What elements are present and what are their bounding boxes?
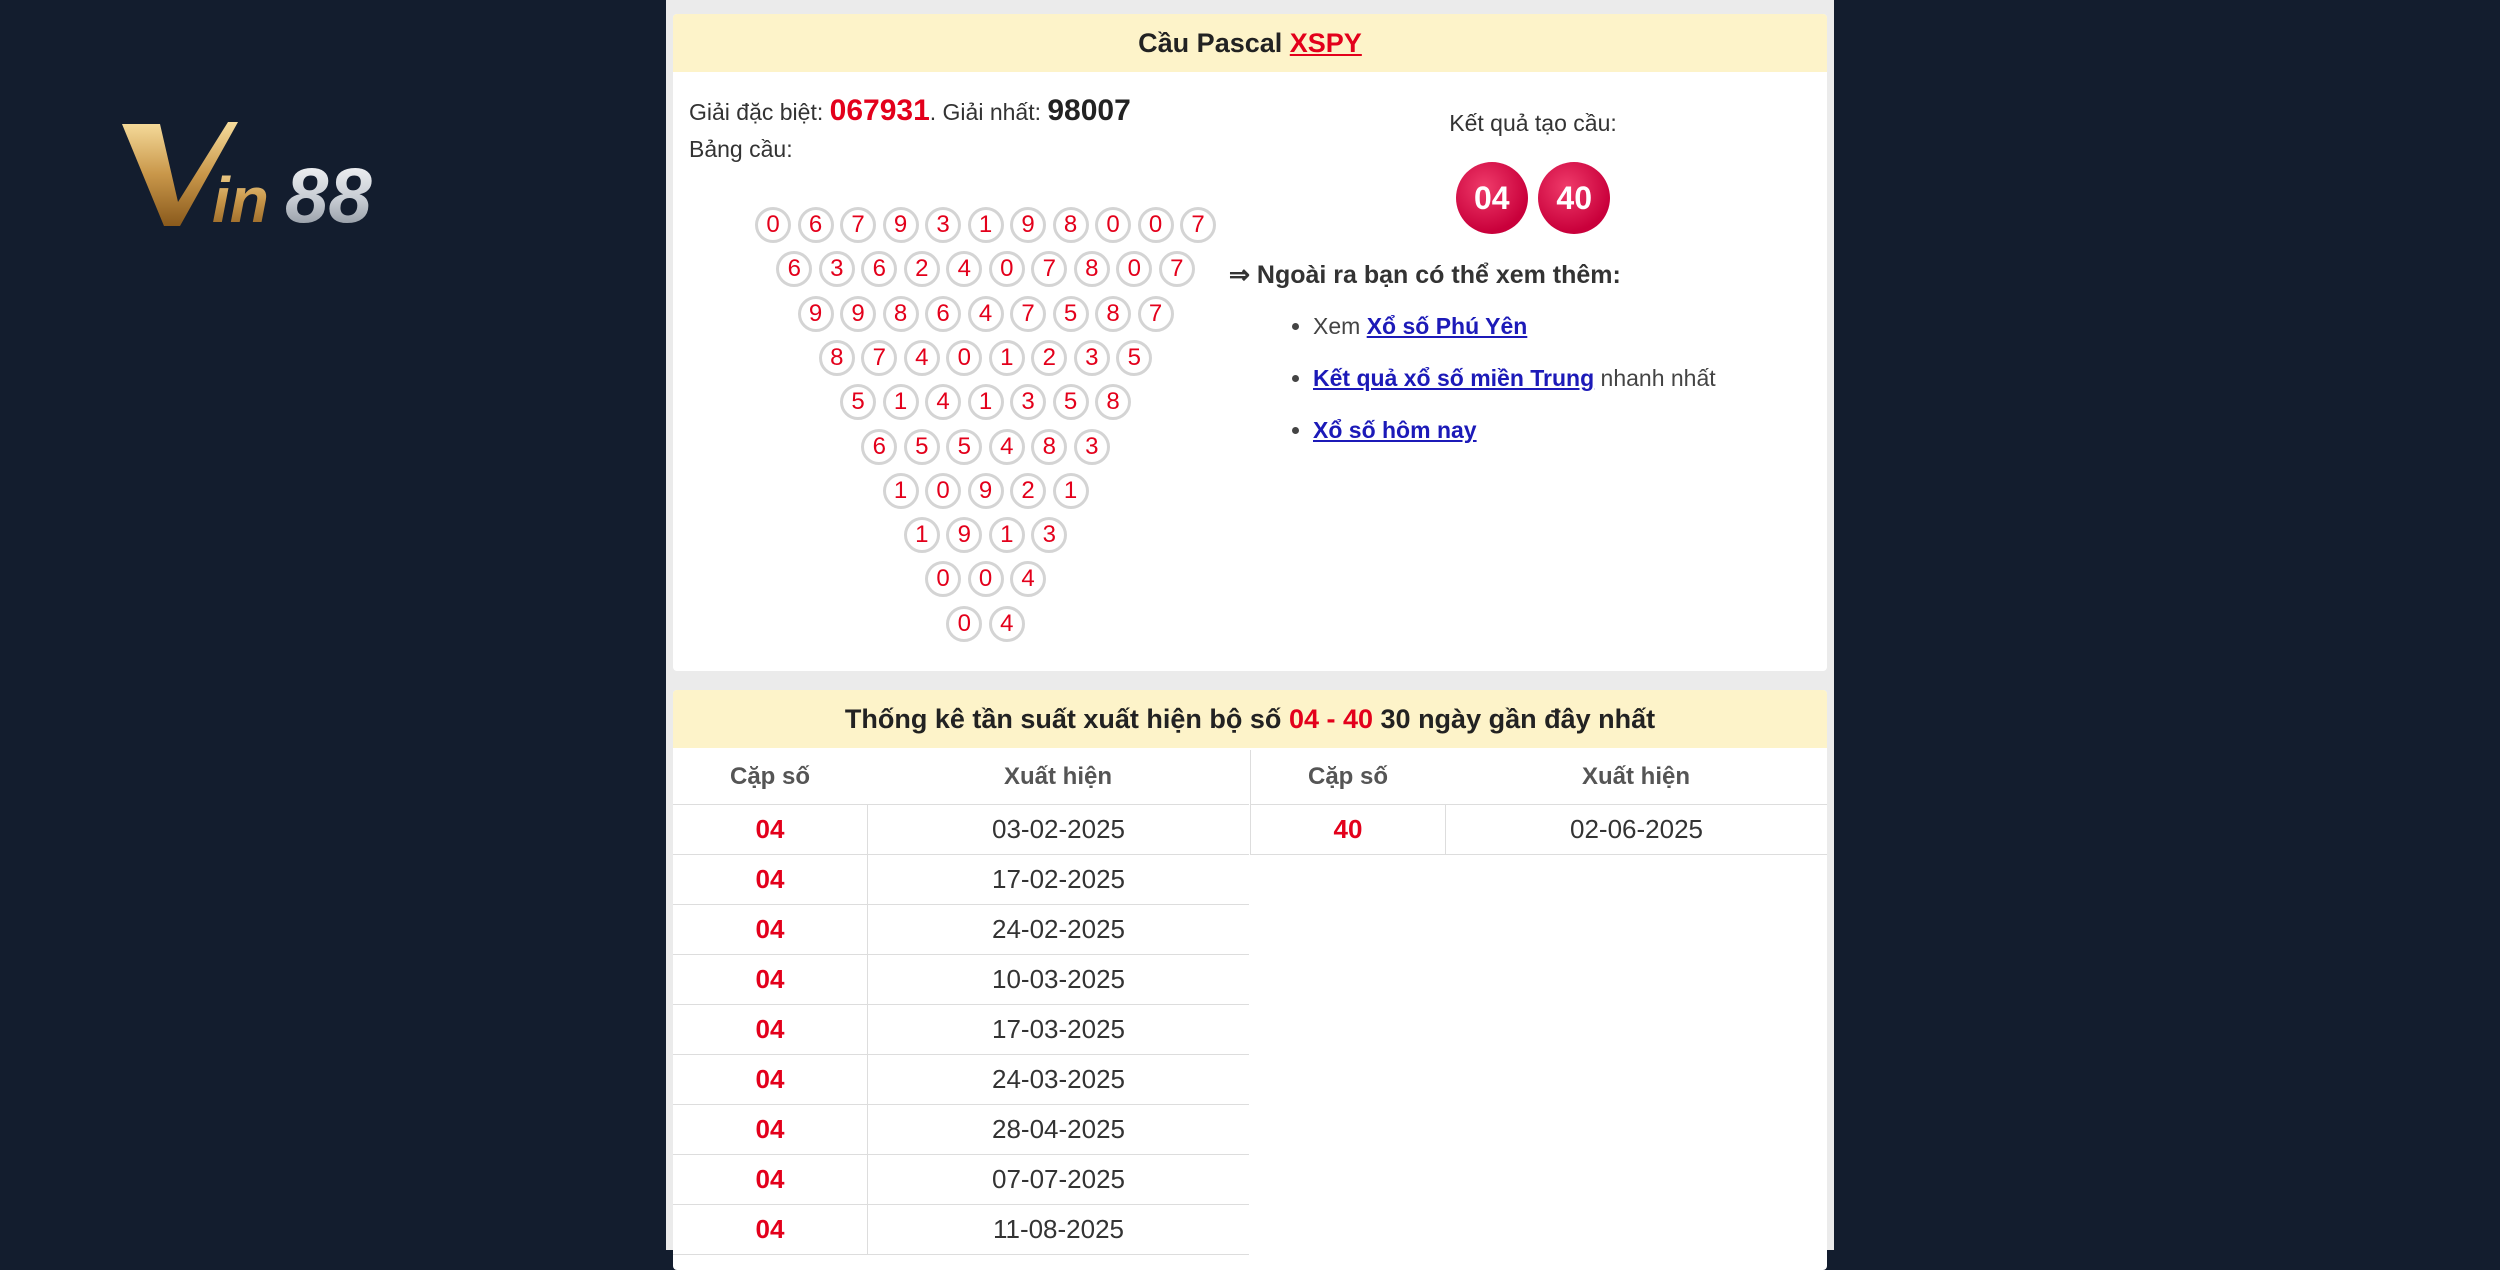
pyramid-digit: 7 — [861, 340, 897, 376]
pyramid-digit: 4 — [989, 606, 1025, 642]
result-ball: 40 — [1538, 162, 1610, 234]
pyramid-digit: 9 — [883, 207, 919, 243]
pyramid-digit: 3 — [1074, 340, 1110, 376]
more-links-list — [1263, 308, 1716, 464]
pyramid-digit: 0 — [755, 207, 791, 243]
pyramid-digit: 5 — [904, 429, 940, 465]
col-seen-header: Xuất hiện — [1581, 763, 1690, 790]
date-cell: 17-03-2025 — [992, 1014, 1125, 1044]
date-cell: 28-04-2025 — [992, 1114, 1125, 1144]
col-pair-header: Cặp số — [1307, 763, 1388, 790]
date-cell: 07-07-2025 — [992, 1164, 1125, 1194]
xspy-link[interactable]: XSPY — [1289, 28, 1362, 58]
stats-title-pair: 04 - 40 — [1288, 704, 1374, 734]
pyramid-digit: 6 — [776, 251, 812, 287]
list-item — [1313, 412, 1716, 464]
pyramid-digit: 7 — [1031, 251, 1067, 287]
pyramid-digit: 8 — [1095, 384, 1131, 420]
pyramid-digit: 1 — [968, 384, 1004, 420]
pyramid-digit: 0 — [1138, 207, 1174, 243]
pair-cell: 04 — [673, 955, 868, 1004]
table-row — [673, 1005, 1249, 1055]
pyramid-digit: 2 — [904, 251, 940, 287]
pyramid-digit: 0 — [968, 561, 1004, 597]
pyramid-digit: 0 — [946, 606, 982, 642]
pyramid-digit: 8 — [883, 296, 919, 332]
first-prize-value: 98007 — [1047, 94, 1131, 127]
date-cell: 24-02-2025 — [992, 914, 1125, 944]
stats-title — [673, 690, 1827, 748]
pair-cell: 40 — [1251, 805, 1446, 854]
pyramid-digit: 1 — [989, 517, 1025, 553]
pyramid-digit: 3 — [819, 251, 855, 287]
pyramid-digit: 9 — [968, 473, 1004, 509]
vin88-logo-graphic — [120, 118, 485, 233]
pyramid-digit: 0 — [946, 340, 982, 376]
pyramid-digit: 0 — [1095, 207, 1131, 243]
pair-cell: 04 — [673, 1005, 868, 1054]
table-label: Bảng cầu: — [689, 136, 793, 162]
result-label: Kết quả tạo cầu: — [1449, 110, 1617, 136]
prize-line — [689, 94, 1229, 128]
table-row — [673, 905, 1249, 955]
pyramid-digit: 6 — [861, 251, 897, 287]
pyramid-digit: 4 — [925, 384, 961, 420]
pyramid-digit: 3 — [1010, 384, 1046, 420]
table-row — [673, 855, 1249, 905]
pascal-title — [673, 14, 1827, 72]
pair-cell: 04 — [673, 1155, 868, 1204]
pyramid-digit: 1 — [968, 207, 1004, 243]
pyramid-digit: 4 — [968, 296, 1004, 332]
pyramid-digit: 4 — [1010, 561, 1046, 597]
xo-so-phu-yen-link[interactable]: Xổ số Phú Yên — [1366, 313, 1528, 339]
result-balls — [1263, 162, 1803, 234]
pyramid-digit: 6 — [925, 296, 961, 332]
special-prize-label: Giải đặc biệt: — [689, 99, 824, 125]
pyramid-digit: 8 — [819, 340, 855, 376]
pyramid-digit: 4 — [904, 340, 940, 376]
pascal-left-pane — [689, 94, 1229, 637]
pyramid-digit: 0 — [925, 473, 961, 509]
main-column — [666, 0, 1834, 1250]
pyramid-digit: 7 — [1159, 251, 1195, 287]
pyramid-digit: 6 — [861, 429, 897, 465]
first-prize-label: . Giải nhất: — [929, 99, 1041, 125]
pair-cell: 04 — [673, 1105, 868, 1154]
table-row — [673, 1205, 1249, 1255]
stats-card — [673, 690, 1827, 1270]
table-header — [1251, 750, 1827, 805]
pyramid-digit: 1 — [883, 384, 919, 420]
svg-text:in: in — [212, 164, 269, 233]
list-item — [1313, 360, 1716, 412]
pyramid-digit: 7 — [1180, 207, 1216, 243]
table-row — [673, 1105, 1249, 1155]
pyramid-digit: 3 — [1031, 517, 1067, 553]
pyramid-digit: 0 — [1116, 251, 1152, 287]
pyramid-digit: 9 — [946, 517, 982, 553]
frequency-table-left — [673, 750, 1249, 1255]
pyramid-digit: 8 — [1053, 207, 1089, 243]
pair-cell: 04 — [673, 905, 868, 954]
pyramid-digit: 8 — [1031, 429, 1067, 465]
date-cell: 24-03-2025 — [992, 1064, 1125, 1094]
pyramid-digit: 5 — [1053, 296, 1089, 332]
stats-title-suffix: 30 ngày gần đây nhất — [1380, 704, 1656, 734]
pyramid-digit: 1 — [989, 340, 1025, 376]
result-ball: 04 — [1456, 162, 1528, 234]
pyramid-digit: 0 — [925, 561, 961, 597]
pyramid-digit: 8 — [1074, 251, 1110, 287]
pyramid-digit: 5 — [840, 384, 876, 420]
col-pair-header: Cặp số — [729, 763, 810, 790]
frequency-table-right — [1250, 750, 1827, 855]
pascal-card — [673, 14, 1827, 671]
table-row — [673, 1055, 1249, 1105]
pyramid-digit: 1 — [904, 517, 940, 553]
pyramid-digit: 7 — [840, 207, 876, 243]
link-suffix: nhanh nhất — [1594, 365, 1716, 391]
pair-cell: 04 — [673, 1205, 868, 1254]
pyramid-digit: 7 — [1010, 296, 1046, 332]
link-prefix: Xem — [1313, 313, 1367, 339]
pair-cell: 04 — [673, 805, 868, 854]
table-row — [673, 955, 1249, 1005]
date-cell: 10-03-2025 — [992, 964, 1125, 994]
pyramid-digit: 8 — [1095, 296, 1131, 332]
date-cell: 02-06-2025 — [1570, 814, 1703, 844]
table-row — [673, 1155, 1249, 1205]
table-row — [673, 805, 1249, 855]
table-row — [1251, 805, 1827, 855]
pyramid-digit: 9 — [798, 296, 834, 332]
pyramid-digit: 4 — [946, 251, 982, 287]
pair-cell: 04 — [673, 855, 868, 904]
svg-text:88: 88 — [285, 151, 372, 233]
vin88-logo[interactable] — [120, 118, 485, 233]
pyramid-digit: 3 — [1074, 429, 1110, 465]
table-header — [673, 750, 1249, 805]
pyramid-digit: 9 — [1010, 207, 1046, 243]
pyramid-digit: 2 — [1010, 473, 1046, 509]
pyramid-digit: 5 — [1053, 384, 1089, 420]
date-cell: 17-02-2025 — [992, 864, 1125, 894]
pyramid-digit: 5 — [946, 429, 982, 465]
pyramid-digit: 5 — [1116, 340, 1152, 376]
pyramid-digit: 9 — [840, 296, 876, 332]
pyramid-digit: 1 — [883, 473, 919, 509]
pyramid-digit: 7 — [1138, 296, 1174, 332]
date-cell: 03-02-2025 — [992, 814, 1125, 844]
pyramid-digit: 1 — [1053, 473, 1089, 509]
pyramid-digit: 6 — [798, 207, 834, 243]
pascal-title-text: Cầu Pascal — [1138, 28, 1283, 58]
pyramid-digit: 0 — [989, 251, 1025, 287]
col-seen-header: Xuất hiện — [1003, 763, 1112, 790]
kqxs-mien-trung-link[interactable]: Kết quả xổ số miền Trung — [1313, 365, 1595, 391]
pyramid-digit: 2 — [1031, 340, 1067, 376]
pyramid-digit: 4 — [989, 429, 1025, 465]
pair-cell: 04 — [673, 1055, 868, 1104]
more-title: ⇒ Ngoài ra bạn có thể xem thêm: — [1229, 261, 1621, 289]
stats-title-prefix: Thống kê tần suất xuất hiện bộ số — [844, 704, 1282, 734]
special-prize-value: 067931 — [829, 94, 930, 127]
pyramid-digit: 3 — [925, 207, 961, 243]
xo-so-hom-nay-link[interactable]: Xổ số hôm nay — [1313, 417, 1477, 443]
list-item — [1313, 308, 1716, 360]
date-cell: 11-08-2025 — [992, 1214, 1125, 1244]
